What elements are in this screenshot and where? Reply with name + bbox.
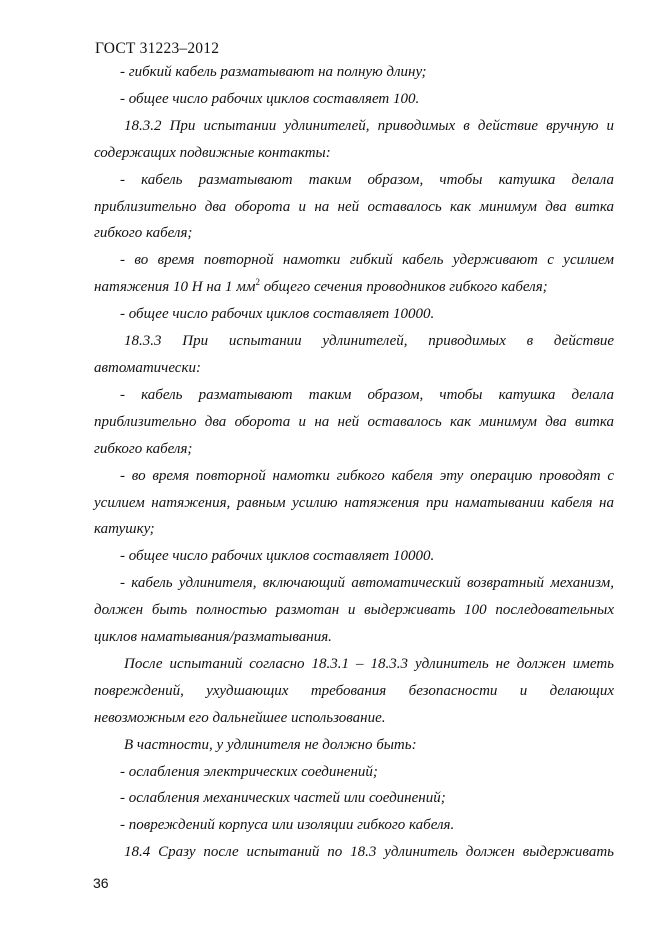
superscript: 2 <box>255 277 260 288</box>
text-segment: - во время повторной намотки гибкий кабель удерживают с усилием натяжения 10 Н на 1 мм <box>94 252 614 296</box>
list-item: - ослабления электрических соединений; <box>120 763 378 780</box>
document-header: ГОСТ 31223–2012 <box>95 40 220 57</box>
list-item: - повреждений корпуса или изоляции гибкого кабеля. <box>120 817 455 834</box>
list-item: - кабель разматывают таким образом, чтобы катушка делала приблизительно два оборота и на ней оставалось как минимум два витка гибкого кабеля; <box>94 386 614 457</box>
list-item-with-superscript <box>94 247 614 301</box>
list-item: - ослабления механических частей или соединений; <box>120 790 446 807</box>
list-item: - кабель разматывают таким образом, чтобы катушка делала приблизительно два оборота и на ней оставалось как минимум два витка гибкого кабеля; <box>94 171 614 242</box>
list-item: - общее число рабочих циклов составляет 100. <box>120 90 420 107</box>
text-segment: общего сечения проводников гибкого кабеля; <box>259 279 548 296</box>
clause-18-3-2: 18.3.2 При испытании удлинителей, приводимых в действие вручную и содержащих подвижные контакты: <box>94 117 614 161</box>
list-item: - кабель удлинителя, включающий автоматический возвратный механизм, должен быть полностью размотан и выдерживать 100 последовательных циклов наматывания/разматывания. <box>94 575 614 646</box>
list-item: - общее число рабочих циклов составляет 10000. <box>120 306 435 323</box>
page-number: 36 <box>93 875 109 891</box>
clause-18-3-3: 18.3.3 При испытании удлинителей, приводимых в действие автоматически: <box>94 333 614 376</box>
clause-18-4: 18.4 Сразу после испытаний по 18.3 удлинитель должен выдерживать <box>124 844 614 861</box>
document-body <box>94 59 614 866</box>
paragraph: В частности, у удлинителя не должно быть: <box>124 736 417 753</box>
paragraph: После испытаний согласно 18.3.1 – 18.3.3 удлинитель не должен иметь повреждений, ухудшающих требования безопасности и делающих невозможным его дальнейшее использование. <box>94 655 614 726</box>
list-item: - во время повторной намотки гибкого кабеля эту операцию проводят с усилием натяжения, равным усилию натяжения при наматывании кабеля на катушку; <box>94 467 614 538</box>
list-item: - общее число рабочих циклов составляет 10000. <box>120 548 435 565</box>
list-item: - гибкий кабель разматывают на полную длину; <box>120 64 427 80</box>
